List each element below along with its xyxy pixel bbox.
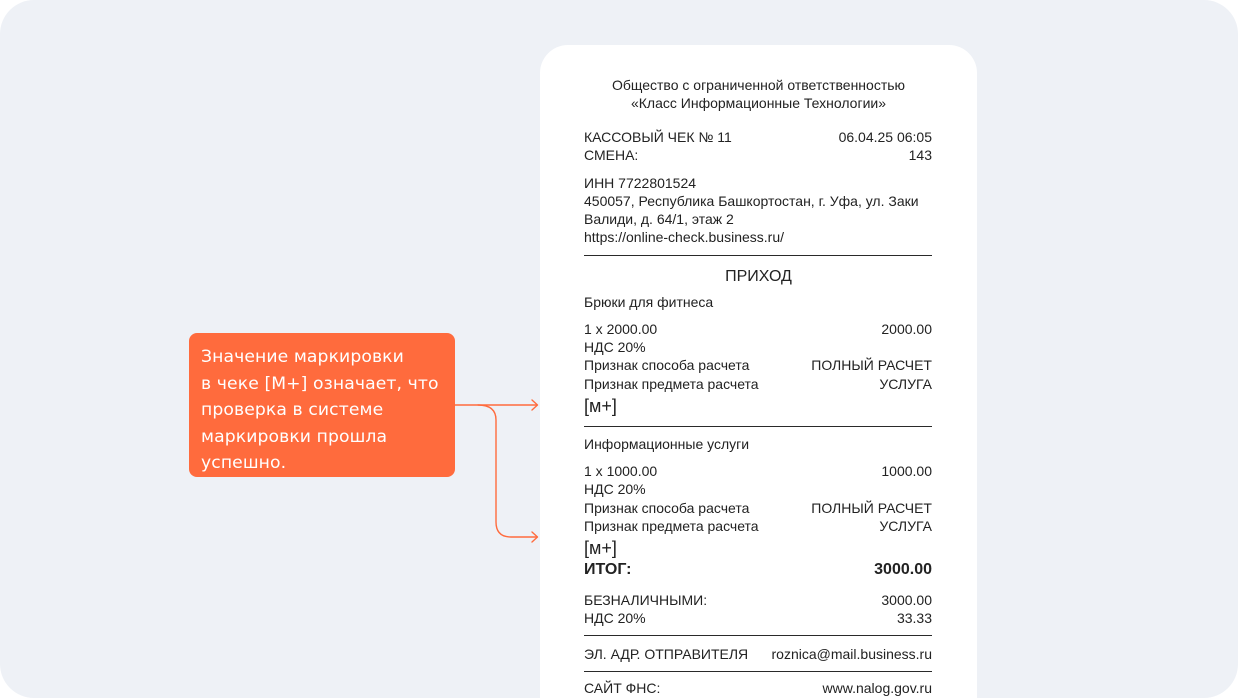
shift-label: СМЕНА:: [584, 147, 639, 163]
item-qty-price: 1 x 1000.00: [584, 463, 658, 479]
org-name-line1: Общество с ограниченной ответственностью: [611, 77, 906, 93]
item-pay-method-label: Признак способа расчета: [584, 357, 750, 373]
arrow-head-first: [532, 400, 538, 410]
item-sum: 1000.00: [881, 463, 932, 479]
divider: [584, 255, 932, 256]
address-line2: Валиди, д. 64/1, этаж 2: [584, 211, 734, 227]
cashless-label: БЕЗНАЛИЧНЫМИ:: [584, 592, 708, 608]
vat-total-value: 33.33: [896, 610, 932, 626]
operation-type: ПРИХОД: [725, 268, 792, 285]
receipt: [540, 45, 977, 698]
org-name-line2: «Класс Информационные Технологии»: [630, 95, 886, 111]
fns-site-label: САЙТ ФНС:: [584, 680, 661, 696]
callout-line: успешно.: [201, 453, 287, 473]
arrow-head-second: [532, 532, 538, 542]
item-name: Брюки для фитнеса: [584, 294, 714, 310]
divider: [584, 635, 932, 636]
address-line1: 450057, Республика Башкортостан, г. Уфа, ул. Заки: [584, 193, 919, 209]
sender-email-value: roznica@mail.business.ru: [771, 646, 932, 662]
item-pay-method-value: ПОЛНЫЙ РАСЧЕТ: [811, 500, 932, 516]
marking-badge: [м+]: [584, 538, 617, 558]
site-link: https://online-check.business.ru/: [584, 229, 784, 245]
callout-line: проверка в системе: [201, 400, 384, 420]
shift-value: 143: [908, 147, 932, 163]
marking-badge: [м+]: [584, 396, 617, 416]
item-vat: НДС 20%: [584, 481, 646, 497]
item-vat: НДС 20%: [584, 339, 646, 355]
item-subject-label: Признак предмета расчета: [584, 376, 759, 392]
check-number: КАССОВЫЙ ЧЕК № 11: [584, 129, 732, 145]
inn: ИНН 7722801524: [584, 175, 697, 191]
callout-line: в чеке [М+] означает, что: [201, 373, 439, 394]
callout-line: маркировки прошла: [201, 426, 388, 447]
vat-total-label: НДС 20%: [584, 610, 646, 626]
callout-line: Значение маркировки: [201, 347, 404, 367]
item-subject-value: УСЛУГА: [879, 376, 932, 392]
divider: [584, 426, 932, 427]
fns-site-value: www.nalog.gov.ru: [822, 680, 932, 696]
cashless-value: 3000.00: [881, 592, 932, 608]
total-label: ИТОГ:: [584, 561, 632, 578]
item-subject-value: УСЛУГА: [879, 518, 932, 534]
item-name: Информационные услуги: [584, 436, 750, 452]
info-callout: [189, 333, 455, 477]
check-datetime: 06.04.25 06:05: [838, 129, 932, 145]
total-value: 3000.00: [874, 561, 932, 578]
divider: [584, 671, 932, 672]
item-pay-method-value: ПОЛНЫЙ РАСЧЕТ: [811, 357, 932, 373]
item-sum: 2000.00: [881, 321, 932, 337]
item-subject-label: Признак предмета расчета: [584, 518, 759, 534]
item-pay-method-label: Признак способа расчета: [584, 500, 750, 516]
sender-email-label: ЭЛ. АДР. ОТПРАВИТЕЛЯ: [584, 646, 749, 662]
arrow-to-second-mark: [478, 405, 537, 537]
item-qty-price: 1 x 2000.00: [584, 321, 658, 337]
